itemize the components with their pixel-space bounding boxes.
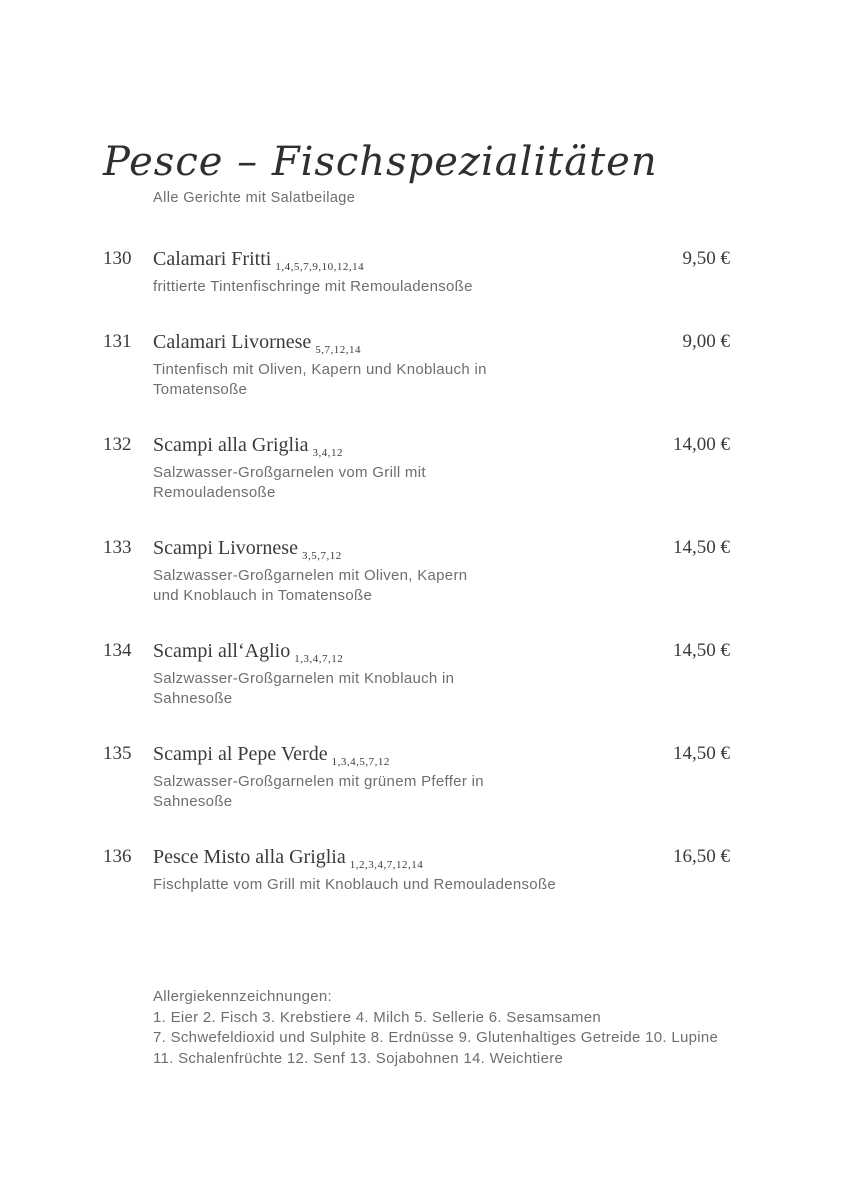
- item-allergen-codes: 1,3,4,5,7,12: [331, 755, 390, 768]
- item-body: [153, 246, 683, 298]
- item-description: [153, 669, 673, 710]
- item-name: Scampi all‘Aglio: [153, 639, 291, 662]
- menu-items: [103, 246, 730, 895]
- item-price: 14,50 €: [673, 639, 730, 661]
- item-name-row: [153, 246, 683, 275]
- item-body: [153, 535, 673, 607]
- item-name-row: [153, 741, 673, 770]
- page-subtitle: Alle Gerichte mit Salatbeilage: [153, 190, 356, 206]
- item-description: [153, 566, 673, 607]
- menu-item-132: [103, 432, 730, 504]
- item-allergen-codes: 1,3,4,7,12: [294, 652, 344, 665]
- item-allergen-codes: 5,7,12,14: [315, 343, 362, 356]
- item-price: 14,00 €: [673, 433, 730, 455]
- item-description-line: Tomatensoße: [153, 381, 248, 398]
- item-description-line: Salzwasser-Großgarnelen mit Oliven, Kapern: [153, 566, 468, 584]
- item-description-line: frittierte Tintenfischringe mit Remouladensoße: [153, 278, 473, 295]
- item-number: 131: [103, 330, 132, 352]
- menu-item-135: [103, 741, 730, 813]
- item-description-line: Salzwasser-Großgarnelen vom Grill mit: [153, 463, 426, 481]
- item-description-line: Tintenfisch mit Oliven, Kapern und Knoblauch in: [153, 360, 487, 378]
- menu-item-130: [103, 246, 730, 298]
- item-name: Calamari Fritti: [153, 248, 272, 270]
- item-name-row: [153, 638, 673, 667]
- item-description-line: Fischplatte vom Grill mit Knoblauch und Remouladensoße: [153, 875, 557, 893]
- allergen-legend-line: 11. Schalenfrüchte 12. Senf 13. Sojabohnen 14. Weichtiere: [153, 1049, 564, 1067]
- item-number: 130: [103, 248, 132, 269]
- item-body: [153, 741, 673, 813]
- item-description: [153, 463, 673, 504]
- item-number: 134: [103, 639, 132, 661]
- item-name: Calamari Livornese: [153, 330, 312, 353]
- allergen-legend-heading: Allergiekennzeichnungen:: [153, 988, 332, 1005]
- menu-item-131: [103, 329, 730, 401]
- item-name-row: [153, 329, 683, 358]
- item-description-line: und Knoblauch in Tomatensoße: [153, 587, 373, 604]
- item-number: 132: [103, 433, 132, 455]
- menu-item-136: [103, 844, 730, 896]
- item-body: [153, 844, 673, 896]
- item-name: Scampi alla Griglia: [153, 433, 309, 456]
- item-price: 16,50 €: [673, 845, 730, 867]
- item-description-line: Sahnesoße: [153, 793, 233, 810]
- item-name: Pesce Misto alla Griglia: [153, 845, 346, 868]
- item-allergen-codes: 3,4,12: [312, 446, 344, 459]
- item-body: [153, 329, 683, 401]
- item-allergen-codes: 1,2,3,4,7,12,14: [349, 858, 424, 871]
- allergen-legend-line: 7. Schwefeldioxid und Sulphite 8. Erdnüsse 9. Glutenhaltiges Getreide 10. Lupine: [153, 1029, 719, 1046]
- item-body: [153, 638, 673, 710]
- allergen-legend: [153, 987, 730, 1069]
- menu-header: [103, 138, 730, 206]
- item-body: [153, 432, 673, 504]
- item-number: 133: [103, 536, 132, 558]
- item-name-row: [153, 432, 673, 461]
- item-description: [153, 277, 683, 298]
- item-name-row: [153, 535, 673, 564]
- item-price: 9,50 €: [682, 248, 730, 269]
- item-description: [153, 360, 683, 401]
- item-description-line: Sahnesoße: [153, 690, 233, 707]
- item-name-row: [153, 844, 673, 873]
- item-description: [153, 875, 673, 896]
- item-number: 136: [103, 845, 132, 867]
- page-title: Pesce – Fischspezialitäten: [103, 139, 658, 185]
- item-description-line: Salzwasser-Großgarnelen mit grünem Pfeffer in: [153, 772, 484, 790]
- item-name: Scampi Livornese: [153, 536, 298, 559]
- item-description: [153, 772, 673, 813]
- item-name: Scampi al Pepe Verde: [153, 742, 328, 765]
- item-price: 14,50 €: [673, 536, 730, 558]
- menu-item-133: [103, 535, 730, 607]
- item-allergen-codes: 3,5,7,12: [301, 549, 342, 562]
- item-description-line: Salzwasser-Großgarnelen mit Knoblauch in: [153, 669, 455, 687]
- menu-item-134: [103, 638, 730, 710]
- item-price: 9,00 €: [682, 330, 730, 352]
- allergen-legend-line: 1. Eier 2. Fisch 3. Krebstiere 4. Milch 5. Sellerie 6. Sesamsamen: [153, 1008, 602, 1026]
- item-number: 135: [103, 742, 132, 764]
- item-description-line: Remouladensoße: [153, 484, 276, 501]
- item-allergen-codes: 1,4,5,7,9,10,12,14: [275, 261, 365, 273]
- item-price: 14,50 €: [673, 742, 730, 764]
